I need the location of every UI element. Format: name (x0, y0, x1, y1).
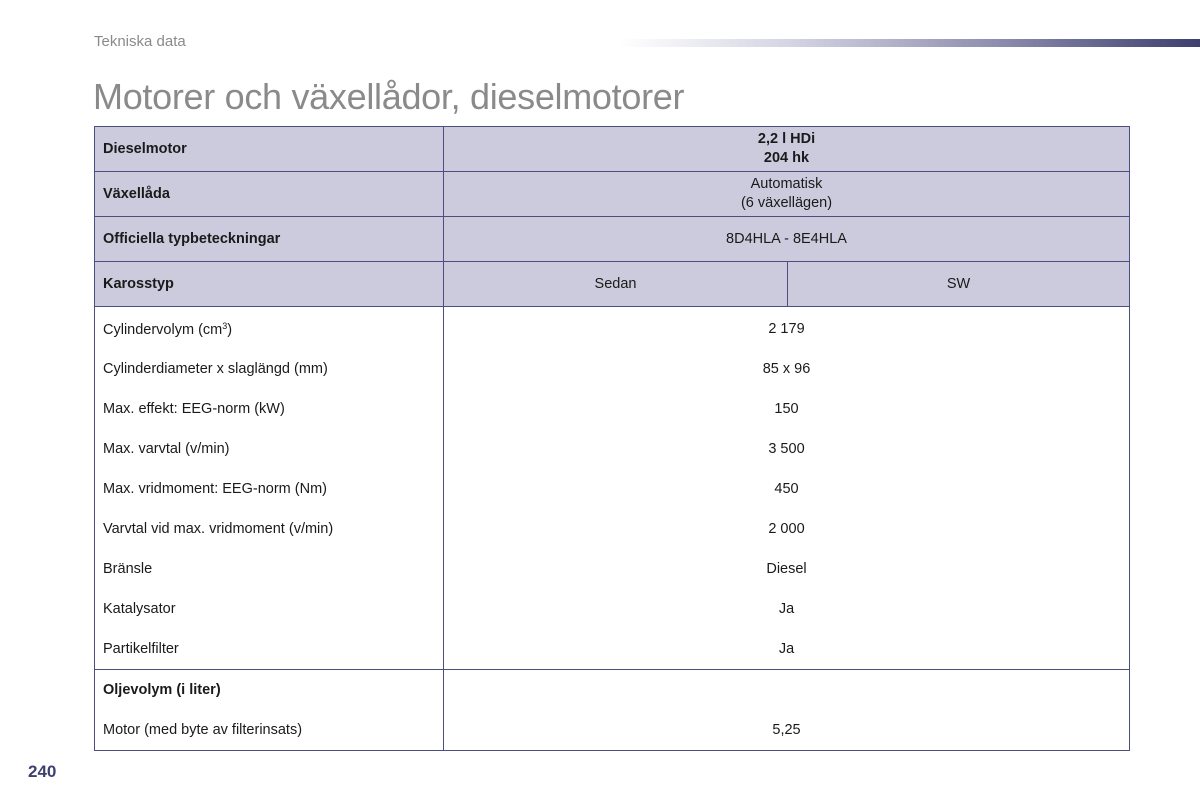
page-title: Motorer och växellådor, dieselmotorer (93, 76, 685, 117)
spec-row (95, 589, 1130, 629)
engine-value-line2: 204 hk (763, 150, 810, 166)
engine-value-line1: 2,2 l HDi (757, 131, 816, 147)
spec-row-value: Ja (444, 629, 1130, 670)
spec-row-value: Diesel (444, 549, 1130, 589)
spec-row-value: 85 x 96 (444, 349, 1130, 389)
superscript: 3 (222, 320, 228, 331)
type-codes-label: Officiella typbeteckningar (95, 217, 444, 262)
spec-row (95, 307, 1130, 350)
spec-row-value: 2 179 (444, 307, 1130, 350)
spec-row-label: Varvtal vid max. vridmoment (v/min) (95, 509, 444, 549)
spec-row (95, 549, 1130, 589)
gearbox-value (444, 172, 1130, 217)
spec-row-label: Max. varvtal (v/min) (95, 429, 444, 469)
spec-row (95, 389, 1130, 429)
gearbox-value-line2: (6 växellägen) (740, 195, 833, 211)
engine-row (95, 127, 1130, 172)
spec-row-label: Max. vridmoment: EEG-norm (Nm) (95, 469, 444, 509)
spec-row (95, 349, 1130, 389)
body-type-label: Karosstyp (95, 262, 444, 307)
oil-engine-value: 5,25 (444, 710, 1130, 751)
spec-row-value: 450 (444, 469, 1130, 509)
oil-volume-header-row (95, 670, 1130, 711)
type-codes-value: 8D4HLA - 8E4HLA (444, 217, 1130, 262)
oil-volume-label: Oljevolym (i liter) (95, 670, 444, 711)
spec-row (95, 629, 1130, 670)
body-type-row (95, 262, 1130, 307)
spec-row (95, 509, 1130, 549)
spec-row (95, 429, 1130, 469)
oil-engine-row (95, 710, 1130, 751)
header-gradient-bar (620, 39, 1200, 47)
spec-row-value: Ja (444, 589, 1130, 629)
spec-row-label: Cylinderdiameter x slaglängd (mm) (95, 349, 444, 389)
engine-label: Dieselmotor (95, 127, 444, 172)
engine-value (444, 127, 1130, 172)
type-codes-row (95, 217, 1130, 262)
spec-row-label: Max. effekt: EEG-norm (kW) (95, 389, 444, 429)
spec-row-label: Bränsle (95, 549, 444, 589)
gearbox-row (95, 172, 1130, 217)
spec-row-value: 2 000 (444, 509, 1130, 549)
body-type-sw: SW (788, 262, 1130, 307)
spec-row-value: 3 500 (444, 429, 1130, 469)
spec-label-text: Cylindervolym (cm (103, 321, 223, 338)
spec-row-label: Partikelfilter (95, 629, 444, 670)
section-label: Tekniska data (94, 33, 186, 50)
oil-volume-empty (444, 670, 1130, 711)
spec-row-label: Katalysator (95, 589, 444, 629)
spec-row (95, 469, 1130, 509)
spec-table (94, 126, 1130, 751)
gearbox-label: Växellåda (95, 172, 444, 217)
spec-row-label (95, 307, 444, 350)
gearbox-value-line1: Automatisk (750, 176, 823, 192)
spec-label-suffix: ) (227, 321, 233, 338)
oil-engine-label: Motor (med byte av filterinsats) (95, 710, 444, 751)
page-number: 240 (28, 762, 57, 781)
spec-row-value: 150 (444, 389, 1130, 429)
body-type-sedan: Sedan (444, 262, 788, 307)
